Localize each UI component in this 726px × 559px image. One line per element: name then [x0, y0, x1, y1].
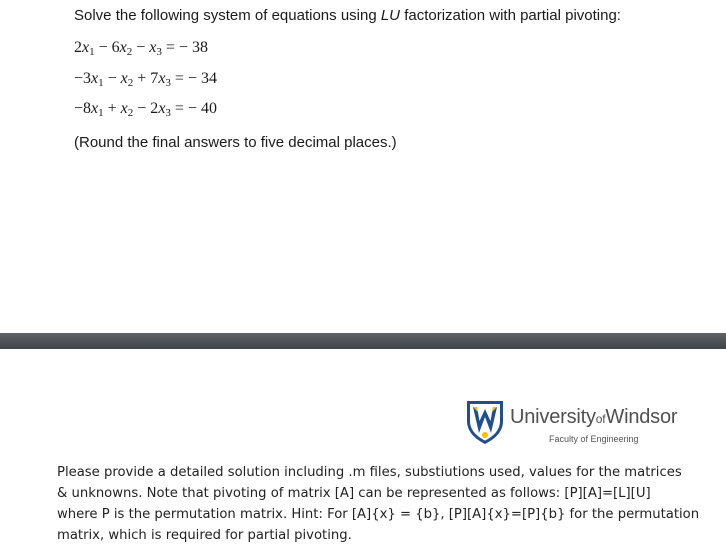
instruction-line-3: where P is the permutation matrix. Hint: For [A]{x} = {b}, [P][A]{x}=[P]{b} for the permutation — [57, 507, 700, 522]
intro-lu-term: LU — [380, 7, 401, 24]
shield-crest-icon — [465, 399, 505, 445]
instruction-line-4: matrix, which is required for partial pivoting. — [57, 528, 352, 543]
instruction-line-2: & unknowns. Note that pivoting of matrix [A] can be represented as follows: [P][A]=[L][U] — [57, 486, 651, 501]
rounding-note: (Round the final answers to five decimal places.) — [74, 134, 397, 151]
instructions-paragraph — [57, 462, 700, 546]
equation-2: $-3x_1 - x_2 + 7x_3$ = − 34 — [74, 70, 217, 89]
equation-1: $2x_1 - 6x_2 - x_3$ = − 38 — [74, 39, 208, 58]
intro-text-end: factorization with partial pivoting: — [400, 7, 621, 24]
instruction-line-1: Please provide a detailed solution including .m files, substiutions used, values for the matrices — [57, 465, 682, 480]
section-divider — [0, 333, 726, 349]
faculty-name: Faculty of Engineering — [549, 434, 639, 444]
intro-text-start: Solve the following system of equations using — [74, 7, 381, 24]
problem-intro — [74, 7, 621, 24]
university-name: UniversityofWindsor — [510, 406, 678, 428]
university-logo — [462, 399, 684, 447]
equation-3: $-8x_1 + x_2 - 2x_3$ = − 40 — [74, 100, 217, 119]
